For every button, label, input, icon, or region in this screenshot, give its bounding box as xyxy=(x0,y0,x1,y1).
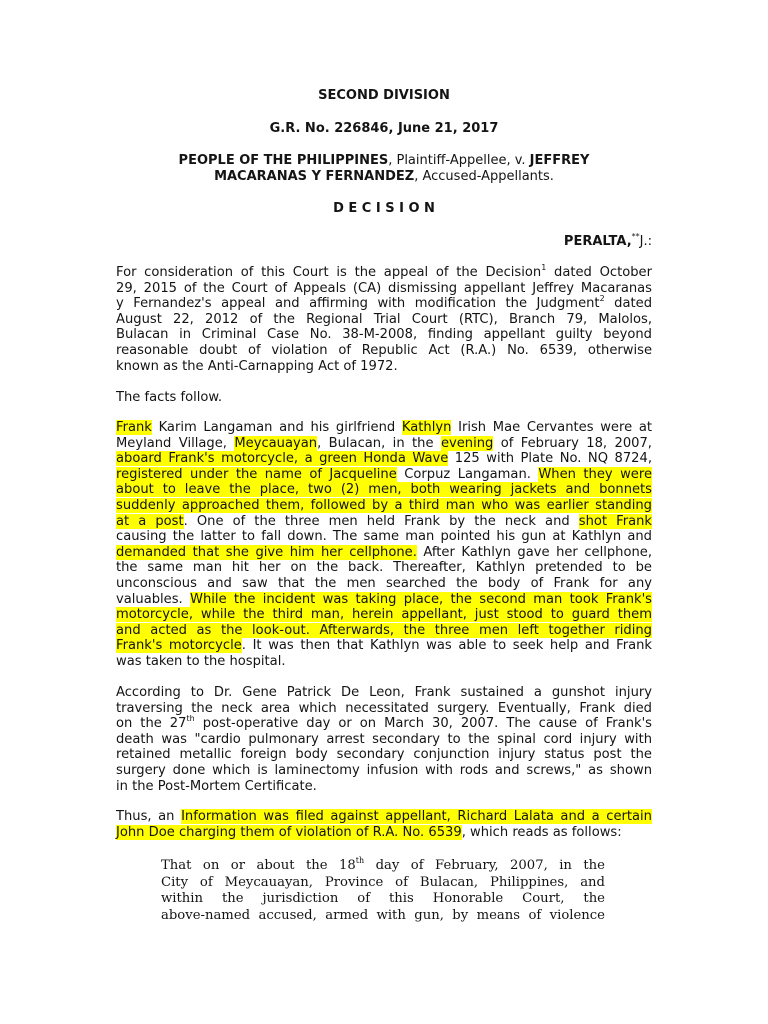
text-line xyxy=(116,482,652,498)
accused-name: MACARANAS Y FERNANDEZ xyxy=(214,169,415,184)
highlighted-text: demanded that she give him her cellphone. xyxy=(116,544,417,560)
text-run: dated October xyxy=(546,265,652,280)
paragraph xyxy=(116,685,652,794)
text-line xyxy=(116,420,652,436)
text-run: of February 18, 2007, xyxy=(493,435,652,451)
decision-title: D E C I S I O N xyxy=(333,201,435,216)
text-run: . One of the three men held Frank by the neck and xyxy=(183,513,579,529)
text-line xyxy=(116,779,652,795)
highlighted-text: Meycauayan xyxy=(234,435,318,451)
text-line xyxy=(116,265,652,281)
plaintiff-name: PEOPLE OF THE PHILIPPINES xyxy=(178,153,389,168)
highlighted-text: at a post xyxy=(116,513,184,529)
justice-name: PERALTA, xyxy=(563,234,632,249)
text-run: causing the latter to fall down. The same man pointed his gun at Kathlyn and xyxy=(116,529,652,545)
text-run: Thus, an xyxy=(116,809,182,824)
highlighted-text: suddenly approached them, followed by a third man who was earlier standing xyxy=(116,497,652,513)
text-line xyxy=(116,654,652,670)
text-line xyxy=(116,359,652,375)
accused-first-name: JEFFREY xyxy=(529,153,590,168)
text-run: , which reads as follows: xyxy=(461,824,622,840)
text-run: in the Post-Mortem Certificate. xyxy=(116,778,317,794)
text-line xyxy=(116,436,652,452)
text-run: For consideration of this Court is the appeal of the Decision xyxy=(116,265,542,280)
text-run: Bulacan in Criminal Case No. 38-M-2008, finding appellant guilty beyond xyxy=(116,327,652,343)
highlighted-text: registered under the name of Jacqueline xyxy=(116,466,397,482)
text-line xyxy=(116,560,652,576)
superscript: th xyxy=(186,714,195,724)
text-run: day of February, 2007, in the xyxy=(364,858,605,873)
text-run: retained metallic foreign body secondary conjunction injury status post the xyxy=(116,747,652,763)
text-line xyxy=(116,763,652,779)
text-run: surgery done which is laminectomy infusion with rods and screws," as shown xyxy=(116,762,652,778)
highlighted-text: John Doe charging them of violation of R.A. No. 6539 xyxy=(116,824,462,840)
text-line xyxy=(116,529,652,545)
paragraph xyxy=(116,809,652,840)
text-run: Meyland Village, xyxy=(116,435,235,451)
text-line xyxy=(116,545,652,561)
text-run: known as the Anti-Carnapping Act of 1972. xyxy=(116,358,398,374)
ponente-line xyxy=(400,233,652,251)
text-line xyxy=(116,732,652,748)
text-run: above-named accused, armed with gun, by means of violence xyxy=(161,907,605,923)
text-run: within the jurisdiction of this Honorable Court, the xyxy=(161,891,605,907)
text-run: the same man hit her on the back. Thereafter, Kathlyn pretended to be xyxy=(116,560,652,576)
highlighted-text: and acted as the look-out. Afterwards, the three men left together riding xyxy=(116,622,652,638)
text-run: August 22, 2012 of the Regional Trial Court (RTC), Branch 79, Malolos, xyxy=(116,311,652,327)
text-line xyxy=(116,281,652,297)
highlighted-text: about to leave the place, two (2) men, both wearing jackets and bonnets xyxy=(116,482,652,498)
highlighted-text: Frank's motorcycle xyxy=(116,638,242,654)
text-run: dated xyxy=(604,296,653,312)
text-run: y Fernandez's appeal and affirming with modification the Judgment xyxy=(116,296,600,312)
text-line xyxy=(116,343,652,359)
highlighted-text: motorcycle, while the third man, herein appellant, just stood to guard them xyxy=(116,607,652,623)
quoted-information xyxy=(161,858,605,924)
text-run: That on or about the 18 xyxy=(161,858,356,873)
text-line xyxy=(161,875,605,892)
text-run: Corpuz Langaman. xyxy=(396,466,539,482)
text-line xyxy=(116,825,652,841)
text-run: post-operative day or on March 30, 2007. The cause of Frank's xyxy=(194,716,652,732)
text-run: Irish Mae Cervantes were at xyxy=(451,420,652,435)
text-run: death was "cardio pulmonary arrest secondary to the spinal cord injury with xyxy=(116,731,652,747)
highlighted-text: Information was filed against appellant, Richard Lalata and a certain xyxy=(181,809,652,824)
text-line xyxy=(116,607,652,623)
text-line xyxy=(116,467,652,483)
text-run: reasonable doubt of violation of Republic Act (R.A.) No. 6539, otherwise xyxy=(116,342,652,358)
text-run: . It was then that Kathlyn was able to seek help and Frank xyxy=(241,638,653,654)
text-run: Karim Langaman and his girlfriend xyxy=(151,420,402,435)
highlighted-text: While the incident was taking place, the second man took Frank's xyxy=(190,591,653,607)
paragraph xyxy=(116,390,652,406)
superscript: th xyxy=(355,856,365,865)
text-line xyxy=(116,327,652,343)
highlighted-text: shot Frank xyxy=(578,513,652,529)
text-run: According to Dr. Gene Patrick De Leon, Frank sustained a gunshot injury xyxy=(116,685,652,700)
text-run: unconscious and saw that the men searched the body of Frank for any xyxy=(116,575,652,591)
text-run: valuables. xyxy=(116,591,191,607)
text-run: 125 with Plate No. NQ 8724, xyxy=(448,451,652,467)
paragraph xyxy=(116,265,652,374)
superscript: 1 xyxy=(541,263,547,272)
text-line xyxy=(161,908,605,925)
text-line xyxy=(116,514,652,530)
text-line xyxy=(116,296,652,312)
text-run: was taken to the hospital. xyxy=(116,653,286,669)
case-number: G.R. No. 226846, June 21, 2017 xyxy=(269,121,499,136)
text-line xyxy=(116,809,652,825)
text-run: , Bulacan, in the xyxy=(317,435,441,451)
text-line xyxy=(116,576,652,592)
text-line xyxy=(161,858,605,875)
text-line xyxy=(116,685,652,701)
text-run: City of Meycauayan, Province of Bulacan, Philippines, and xyxy=(161,874,605,890)
justice-footnote-mark: ** xyxy=(631,232,640,241)
accused-role: , Accused-Appellants. xyxy=(414,169,554,184)
text-line xyxy=(116,716,652,732)
highlighted-text: Kathlyn xyxy=(401,420,452,435)
division-heading: SECOND DIVISION xyxy=(318,88,450,103)
text-line xyxy=(116,390,652,406)
highlighted-text: evening xyxy=(440,435,494,451)
text-line xyxy=(116,638,652,654)
text-run: on the 27 xyxy=(116,716,187,732)
text-line xyxy=(161,891,605,908)
text-line xyxy=(116,747,652,763)
text-run: traversing the neck area which necessitated surgery. Eventually, Frank died xyxy=(116,700,652,716)
plaintiff-role: , Plaintiff-Appellee, v. xyxy=(388,153,530,168)
text-line xyxy=(116,701,652,717)
text-line xyxy=(116,623,652,639)
parties-line-2 xyxy=(0,168,768,186)
text-line xyxy=(116,592,652,608)
text-run: After Kathlyn gave her cellphone, xyxy=(416,544,652,560)
justice-suffix: J.: xyxy=(639,234,652,249)
text-line xyxy=(116,498,652,514)
highlighted-text: Frank xyxy=(116,420,152,435)
text-run: The facts follow. xyxy=(116,390,223,405)
highlighted-text: aboard Frank's motorcycle, a green Honda Wave xyxy=(116,451,449,467)
highlighted-text: When they were xyxy=(538,466,653,482)
superscript: 2 xyxy=(599,294,605,304)
text-run: 29, 2015 of the Court of Appeals (CA) dismissing appellant Jeffrey Macaranas xyxy=(116,280,652,296)
text-line xyxy=(116,312,652,328)
paragraph xyxy=(116,420,652,670)
text-line xyxy=(116,451,652,467)
